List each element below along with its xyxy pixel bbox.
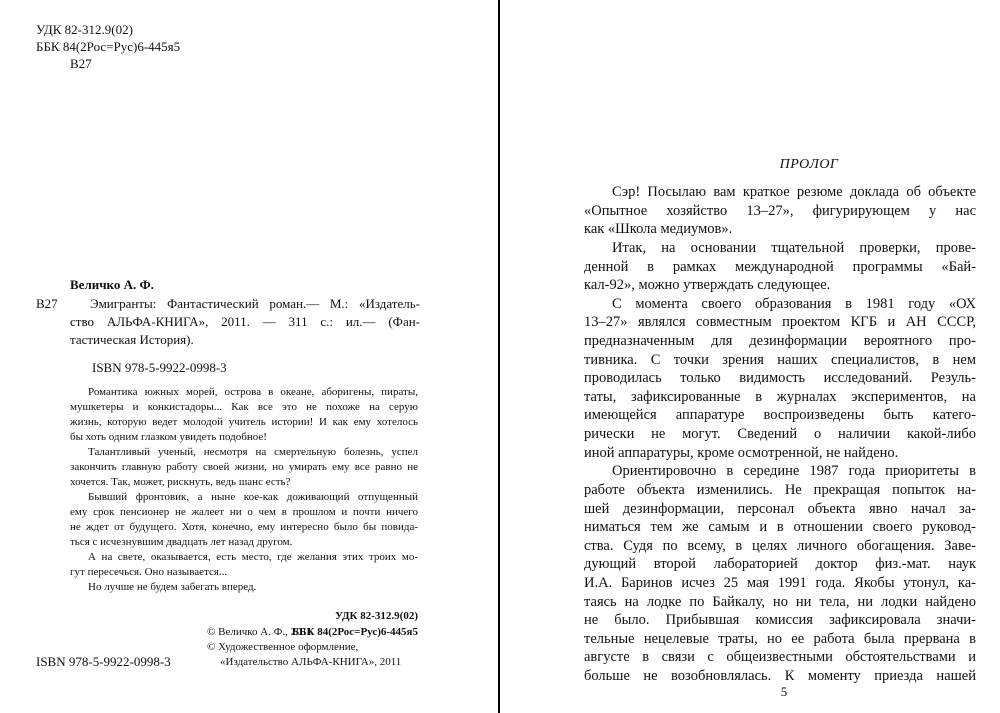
body-line: рически не могут. Сведений о наличии какой-либо: [584, 426, 976, 442]
bibliographic-line-3: тастическая История).: [70, 332, 194, 347]
body-line: шей дезинформации, персонал объекта явно начал за-: [584, 500, 976, 517]
body-line: тельные нецелевые траты, но ее работа была прервана в: [584, 630, 976, 647]
annotation-line: гут пересечься. Оно называется...: [70, 566, 228, 578]
left-page: [0, 0, 496, 713]
body-line: кал-92», можно утверждать следующее.: [584, 277, 831, 294]
body-line: денной в рамках международной программы «Бай-: [584, 258, 976, 275]
annotation-line: Талантливый ученый, несмотря на смертельную болезнь, успел: [88, 446, 418, 458]
bibliographic-line-2: ство АЛЬФА-КНИГА», 2011. — 311 с.: ил.— (Фан-: [70, 314, 420, 329]
annotation-line: Но лучше не будем забегать вперед.: [88, 581, 257, 593]
page-number: 5: [780, 684, 788, 699]
annotation-line: жизнь, которую ведет молодой учитель истории! И как ему хотелось: [70, 416, 418, 428]
annotation-line: бы хоть одним глазком увидеть подобное!: [70, 431, 267, 443]
body-line: не было. Прибывшая комиссия зафиксировала значи-: [584, 612, 976, 629]
body-line: «Опытное хозяйство 13–27», фигурирующем у нас: [584, 202, 976, 219]
body-line: С момента своего образования в 1981 году «ОХ: [612, 295, 976, 312]
body-line: ства. Судя по всему, в целях личного обогащения. Заве-: [584, 537, 976, 554]
body-line: тивника. С точки зрения наших специалистов, в нем: [584, 351, 976, 368]
bibliographic-index: В27: [36, 296, 58, 311]
annotation-line: мушкетеры и конкистадоры... Как все это не похоже на серую: [70, 401, 418, 413]
annotation-line: ться с исчезнувшим двадцать лет назад другом.: [70, 536, 293, 548]
isbn-annotation: ISBN 978-5-9922-0998-3: [92, 360, 227, 375]
body-line: ниматься тем же самым и в отношении своего руковод-: [584, 519, 976, 536]
annotation-line: Романтика южных морей, острова в океане, аборигены, пираты,: [88, 386, 418, 398]
author-mark: В27: [70, 56, 92, 71]
body-line: работе объекта изменились. Не прекращая попыток на-: [584, 481, 976, 498]
bbk-code-footer: ББК 84(2Рос=Рус)6-445я5: [291, 626, 418, 638]
body-line: больше не возобновлялась. К моменту приезда нашей: [584, 668, 976, 684]
right-page: [504, 0, 1000, 713]
annotation-line: хочется. Так, может, рискнуть, ведь шанс есть?: [70, 476, 291, 488]
body-line: 13–27» являлся совместным проектом КГБ и АН СССР,: [584, 314, 976, 331]
copyright-author: © Величко А. Ф., 2011: [207, 626, 313, 638]
body-line: Ориентировочно в середине 1987 года приоритеты в: [612, 463, 976, 480]
udk-code: УДК 82-312.9(02): [36, 22, 133, 37]
author-name: Величко А. Ф.: [70, 277, 154, 292]
body-line: проводилась только видимость исследований. Резуль-: [584, 370, 976, 387]
chapter-title: ПРОЛОГ: [779, 157, 839, 172]
annotation-line: Бывший фронтовик, а ныне кое-как доживающий отпущенный: [88, 491, 418, 503]
annotation-line: не ждет от будущего. Хотя, конечно, ему интересно было бы повида-: [70, 521, 418, 533]
body-line: И.А. Баринов исчез 25 мая 1991 года. Якобы утонул, ка-: [584, 574, 976, 591]
body-line: таты, зафиксированные в журналах экспериментов, на: [584, 388, 976, 405]
body-line: таясь на лодке по Байкалу, но ни тела, ни лодки найдено: [584, 593, 976, 610]
annotation-line: А на свете, оказывается, есть место, где желания этих троих мо-: [88, 551, 418, 563]
body-line: дующий второй лабораторией доктор физ.-мат. наук: [584, 556, 976, 573]
body-line: имеющейся аппаратуре воспроизведены быть катего-: [584, 407, 976, 424]
body-line: как «Школа медиумов».: [584, 221, 733, 238]
udk-code-footer: УДК 82-312.9(02): [335, 610, 418, 622]
copyright-publisher: «Издательство АЛЬФА-КНИГА», 2011: [220, 656, 402, 668]
copyright-design: © Художественное оформление,: [207, 641, 359, 653]
bibliographic-line-1: Эмигранты: Фантастический роман.— М.: «Издатель-: [90, 296, 420, 311]
body-line: августе в связи с общеизвестными обстоятельствами и: [584, 649, 976, 666]
body-line: Сэр! Посылаю вам краткое резюме доклада об объекте: [612, 184, 976, 200]
annotation-line: закончить главную работу своей жизни, но умирать ему все равно не: [70, 461, 418, 473]
body-line: предназначенным для дезинформации вероятного про-: [584, 332, 976, 349]
annotation-line: ему срок пенсионер не жалеет ни о чем в прошлом и почти ничего: [70, 506, 418, 518]
bbk-code: ББК 84(2Рос=Рус)6-445я5: [36, 39, 181, 54]
body-line: Итак, на основании тщательной проверки, прове-: [612, 239, 976, 256]
book-spine-divider: [498, 0, 500, 713]
body-line: иной аппаратуры, кроме осмотренной, не найдено.: [584, 444, 899, 461]
isbn-footer: ISBN 978-5-9922-0998-3: [36, 654, 171, 669]
